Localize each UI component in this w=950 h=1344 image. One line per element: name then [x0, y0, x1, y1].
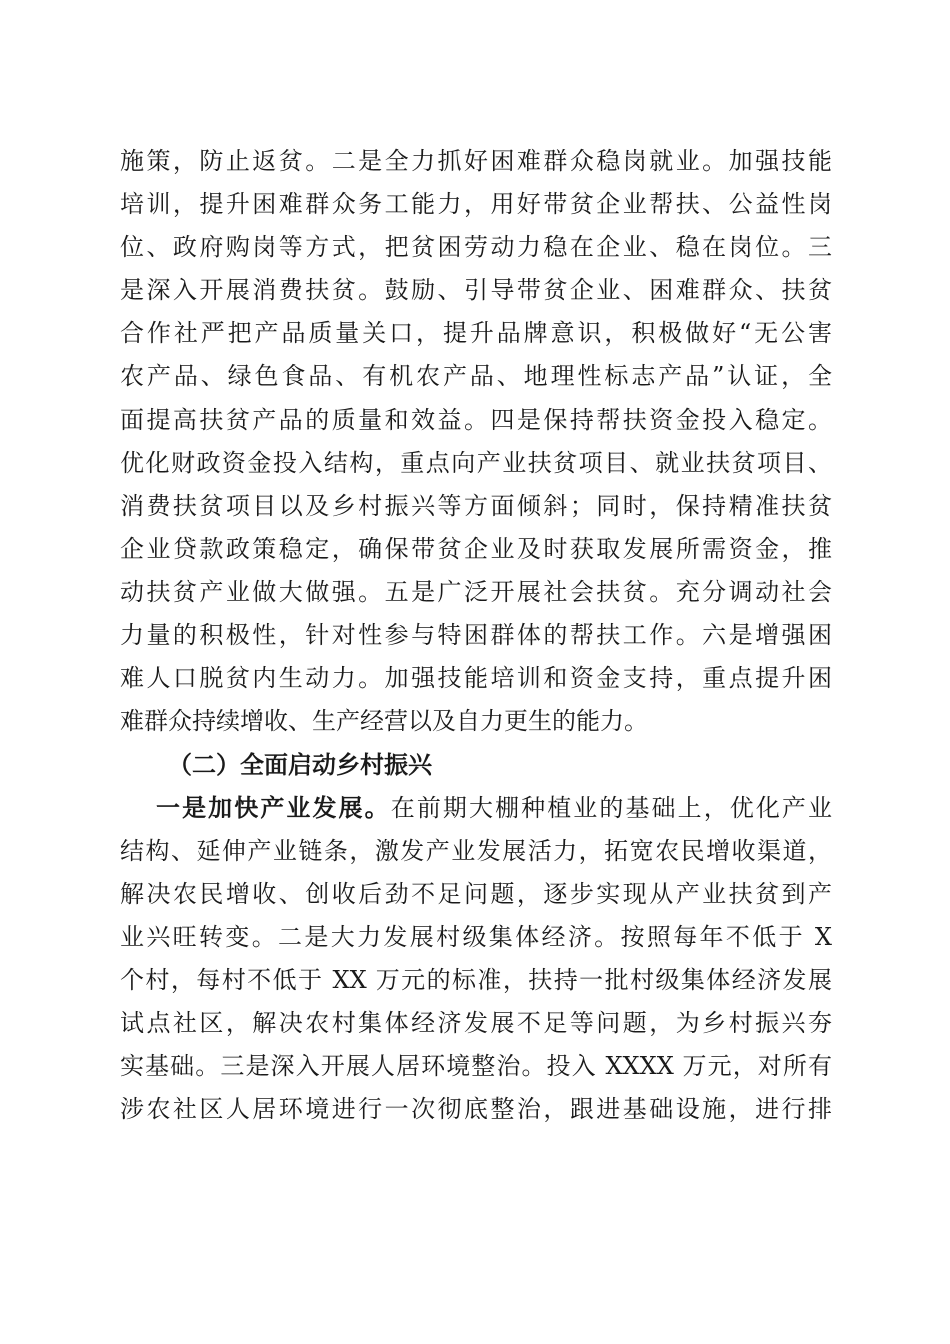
- text-line: 施策，防止返贫。二是全力抓好困难群众稳岗就业。加强技能: [120, 147, 832, 175]
- text-line: 企业贷款政策稳定，确保带贫企业及时获取发展所需资金，推: [120, 534, 832, 563]
- document-body: [120, 140, 832, 1131]
- section-heading: （二）全面启动乡村振兴: [168, 750, 432, 780]
- text-line: 培训，提升困难群众务工能力，用好带贫企业帮扶、公益性岗: [120, 190, 832, 219]
- paragraph-poverty-measures: [120, 140, 832, 743]
- bold-lead-phrase: 一是加快产业发展。: [156, 793, 391, 823]
- text-line: 是深入开展消费扶贫。鼓励、引导带贫企业、困难群众、扶贫: [120, 276, 832, 305]
- text-line: 动扶贫产业做大做强。五是广泛开展社会扶贫。充分调动社会: [120, 577, 832, 606]
- text-line: 位、政府购岗等方式，把贫困劳动力稳在企业、稳在岗位。三: [120, 233, 832, 262]
- text-line: 实基础。三是深入开展人居环境整治。投入 XXXX 万元，对所有: [120, 1051, 832, 1080]
- text-line: 结构、延伸产业链条，激发产业发展活力，拓宽农民增收渠道，: [120, 836, 832, 865]
- text-line: 解决农民增收、创收后劲不足问题，逐步实现从产业扶贫到产: [120, 879, 832, 908]
- text-line: 优化财政资金投入结构，重点向产业扶贫项目、就业扶贫项目、: [120, 448, 832, 477]
- text-line: 农产品、绿色食品、有机农产品、地理性标志产品”认证，全: [120, 362, 832, 391]
- text-line: 力量的积极性，针对性参与特困群体的帮扶工作。六是增强困: [120, 621, 832, 650]
- text-line-lead: [120, 786, 832, 829]
- text-line: 面提高扶贫产品的质量和效益。四是保持帮扶资金投入稳定。: [120, 405, 832, 434]
- text-line: 难人口脱贫内生动力。加强技能培训和资金支持，重点提升困: [120, 664, 832, 693]
- paragraph-rural-revitalization: [120, 786, 832, 1131]
- text-line: 合作社严把产品质量关口，提升品牌意识，积极做好“无公害: [120, 319, 832, 348]
- text-line: 业兴旺转变。二是大力发展村级集体经济。按照每年不低于 X: [120, 922, 832, 951]
- text-line: 试点社区，解决农村集体经济发展不足等问题，为乡村振兴夯: [120, 1008, 832, 1037]
- lead-rest: 在前期大棚种植业的基础上，优化产业: [390, 794, 833, 823]
- text-line: 个村，每村不低于 XX 万元的标准，扶持一批村级集体经济发展: [120, 965, 832, 994]
- text-line: 涉农社区人居环境进行一次彻底整治，跟进基础设施，进行排: [120, 1095, 832, 1124]
- text-line: 消费扶贫项目以及乡村振兴等方面倾斜；同时，保持精准扶贫: [120, 491, 832, 520]
- text-line: 难群众持续增收、生产经营以及自力更生的能力。: [120, 707, 648, 736]
